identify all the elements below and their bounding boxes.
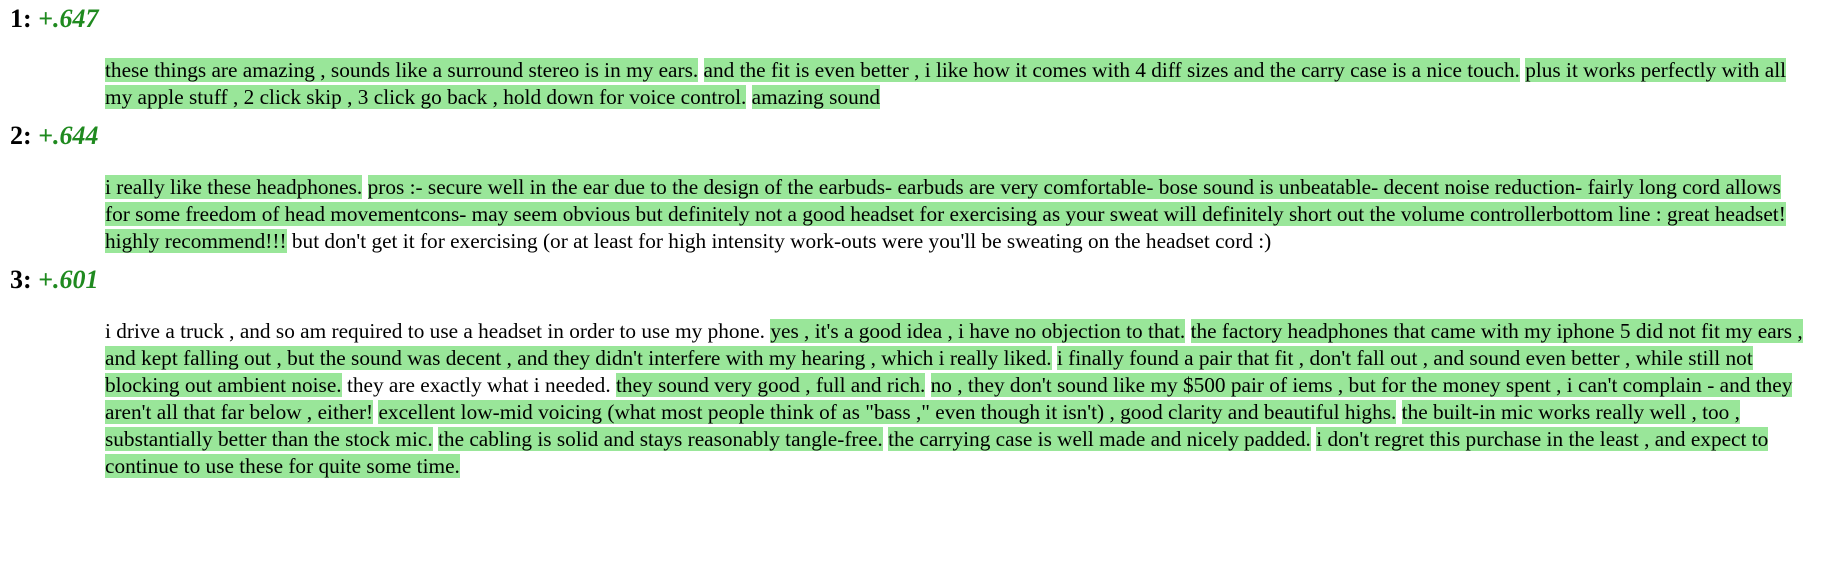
entry-score: +.644	[38, 121, 99, 150]
review-sentence: the cabling is solid and stays reasonably tangle-free.	[438, 427, 883, 451]
review-sentence: the built-in mic works really well , too , substantially better than the stock mic.	[105, 400, 1740, 451]
entry-score: +.647	[38, 4, 99, 33]
review-sentence: no , they don't sound like my $500 pair of iems , but for the money spent , i can't complain - and they aren't all that far below , either!	[105, 373, 1793, 424]
entry-rank: 3:	[10, 265, 32, 294]
review-sentence: these things are amazing , sounds like a surround stereo is in my ears.	[105, 58, 699, 82]
entry-heading	[10, 119, 1811, 153]
review-sentence: plus it works perfectly with all my apple stuff , 2 click skip , 3 click go back , hold down for voice control.	[105, 58, 1787, 109]
review-sentence: the factory headphones that came with my iphone 5 did not fit my ears , and kept falling out , but the sound was decent , and they didn't interfere with my hearing , which i really liked.	[105, 319, 1803, 370]
ranked-review-list	[10, 2, 1811, 480]
entry-score: +.601	[38, 265, 99, 294]
review-sentence: but don't get it for exercising (or at least for high intensity work-outs were you'll be sweating on the headset cord :)	[291, 229, 1272, 253]
review-sentence: excellent low-mid voicing (what most people think of as "bass ," even though it isn't) , good clarity and beautiful highs.	[378, 400, 1397, 424]
review-sentence: they sound very good , full and rich.	[615, 373, 926, 397]
review-sentence: highly recommend!!!	[105, 229, 287, 253]
review-text	[105, 57, 1803, 111]
review-text	[105, 318, 1803, 480]
review-sentence: amazing sound	[751, 85, 881, 109]
review-entry-1	[10, 2, 1811, 111]
review-sentence: i don't regret this purchase in the least , and expect to continue to use these for quite some time.	[105, 427, 1769, 478]
review-entry-3	[10, 263, 1811, 480]
review-sentence: and the fit is even better , i like how it comes with 4 diff sizes and the carry case is a nice touch.	[703, 58, 1520, 82]
review-sentence: i finally found a pair that fit , don't fall out , and sound even better , while still not blocking out ambient noise.	[105, 346, 1753, 397]
review-entry-2	[10, 119, 1811, 255]
entry-rank: 1:	[10, 4, 32, 33]
review-sentence: pros :- secure well in the ear due to the design of the earbuds- earbuds are very comfortable- bose sound is unbeatable- decent noise reduction- fairly long cord allows for some freedom of head movementcons- may seem obvious but definitely not a good headset for exercising as your sweat will definitely short out the volume controllerbottom line : great headset!	[105, 175, 1786, 226]
review-sentence: they are exactly what i needed.	[346, 373, 611, 397]
entry-heading	[10, 2, 1811, 36]
review-sentence: i really like these headphones.	[105, 175, 363, 199]
entry-rank: 2:	[10, 121, 32, 150]
review-text	[105, 174, 1803, 255]
entry-heading	[10, 263, 1811, 297]
review-sentence: yes , it's a good idea , i have no objection to that.	[770, 319, 1186, 343]
review-sentence: the carrying case is well made and nicely padded.	[888, 427, 1311, 451]
review-sentence: i drive a truck , and so am required to use a headset in order to use my phone.	[105, 319, 766, 343]
